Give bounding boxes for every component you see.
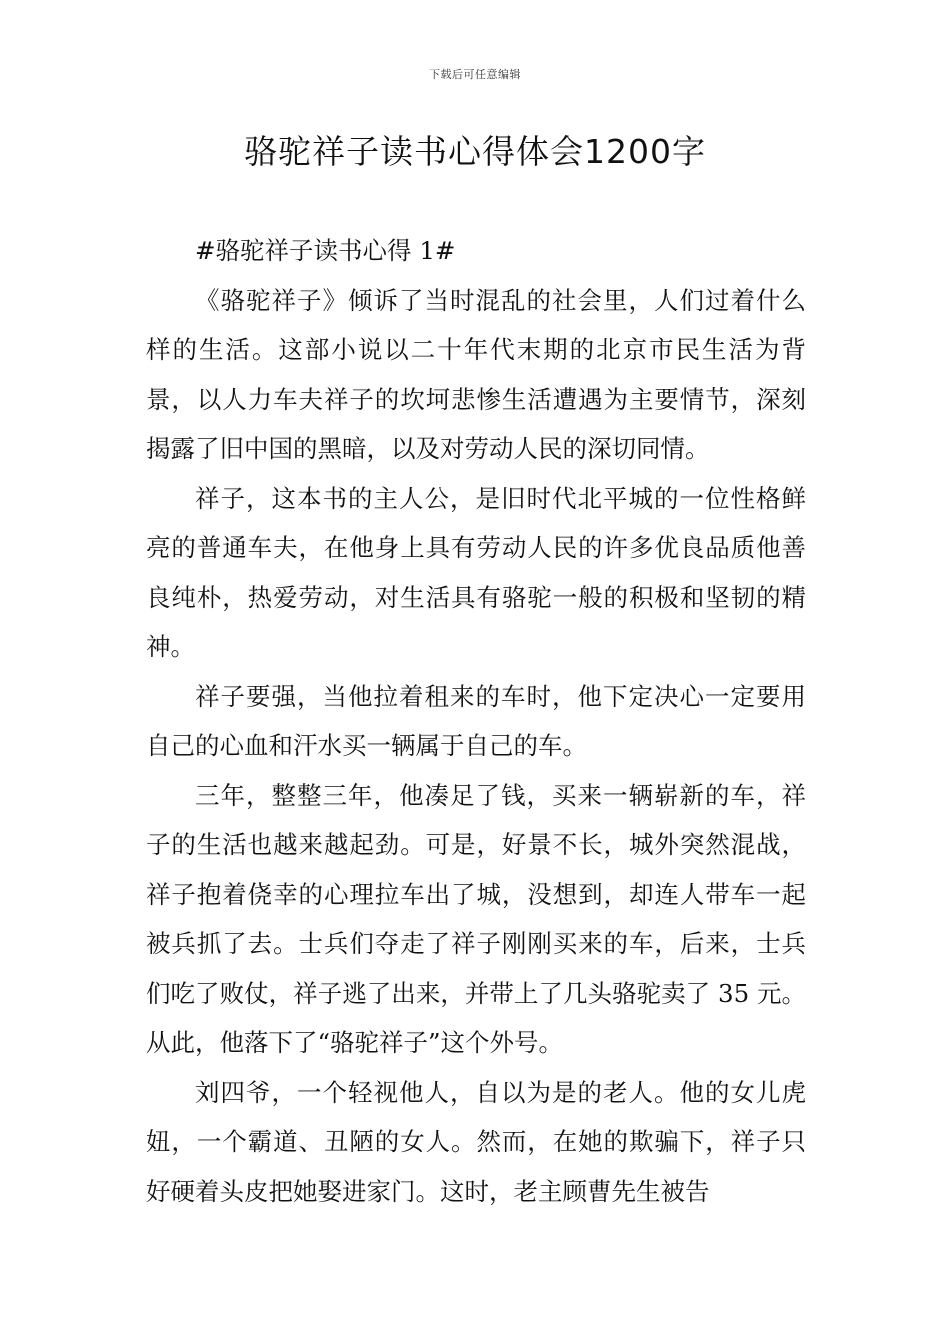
paragraph: 祥子，这本书的主人公，是旧时代北平城的一位性格鲜亮的普通车夫，在他身上具有劳动人民的许多优良品质他善良纯朴，热爱劳动，对生活具有骆驼一般的积极和坚韧的精神。: [146, 483, 806, 661]
document-title: 骆驼祥子读书心得体会1200字: [244, 132, 706, 171]
paragraph: 三年，整整三年，他凑足了钱，买来一辆崭新的车，祥子的生活也越来越起劲。可是，好景不长，城外突然混战，祥子抱着侥幸的心理拉车出了城，没想到，却连人带车一起被兵抓了去。士兵们夺走了祥子刚刚买来的车，后来，士兵们吃了败仗，祥子逃了出来，并带上了几头骆驼卖了 35 元。从此，他落下了“骆驼祥子”这个外号。: [146, 780, 806, 1057]
paragraph: 祥子要强，当他拉着租来的车时，他下定决心一定要用自己的心血和汗水买一辆属于自己的车。: [146, 681, 806, 760]
paragraph: 刘四爷，一个轻视他人，自以为是的老人。他的女儿虎妞，一个霸道、丑陋的女人。然而，在她的欺骗下，祥子只好硬着头皮把她娶进家门。这时，老主顾曹先生被告: [146, 1077, 806, 1206]
section-heading: #骆驼祥子读书心得 1#: [195, 236, 456, 265]
document-body: [146, 226, 806, 1216]
paragraph: 《骆驼祥子》倾诉了当时混乱的社会里，人们过着什么样的生活。这部小说以二十年代末期的北京市民生活为背景，以人力车夫祥子的坎坷悲惨生活遭遇为主要情节，深刻揭露了旧中国的黑暗，以及对劳动人民的深切同情。: [146, 285, 806, 463]
header-note: 下载后可任意编辑: [429, 68, 521, 81]
